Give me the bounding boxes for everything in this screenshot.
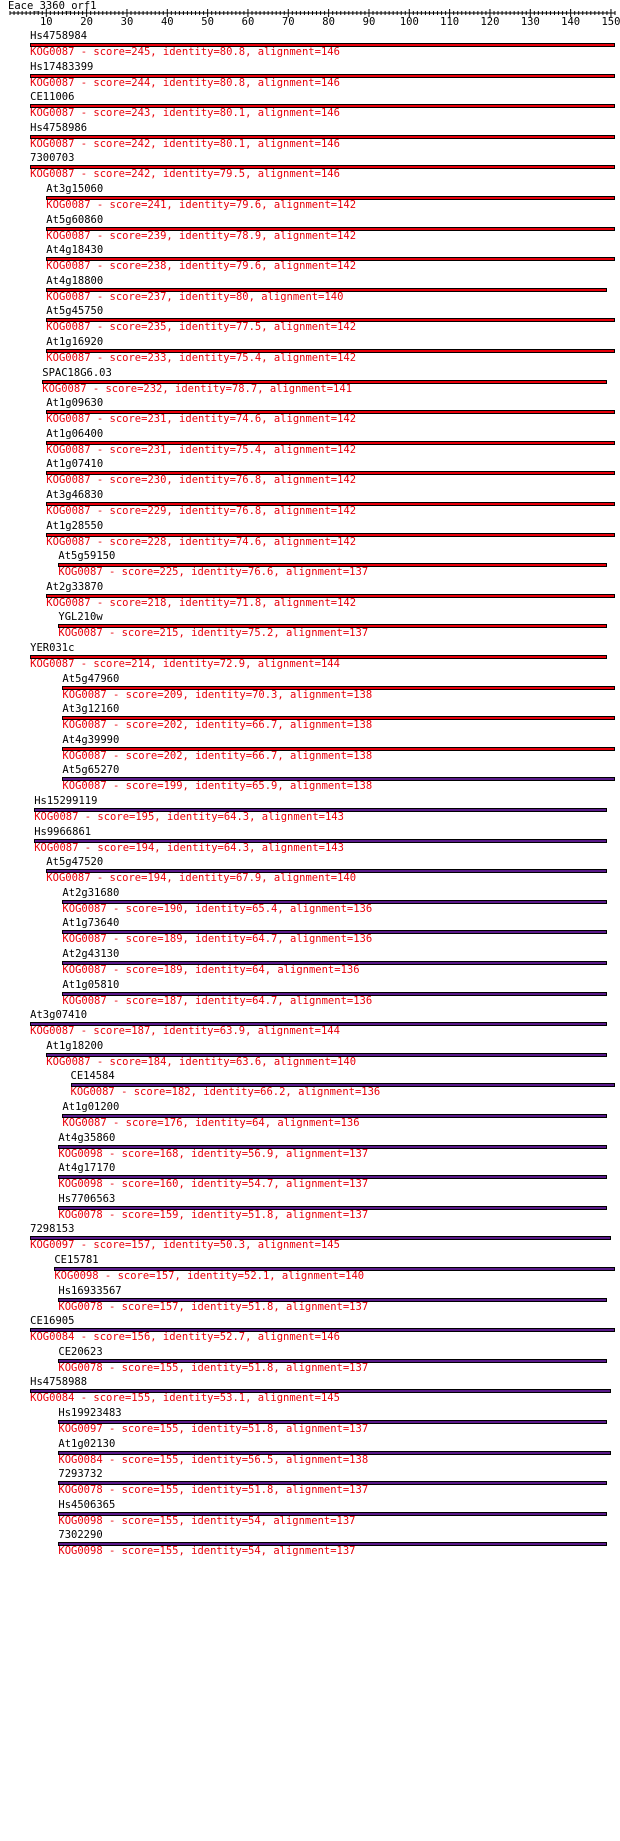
hit-description[interactable]: KOG0087 - score=242, identity=79.5, alignment=146: [30, 168, 340, 181]
hit-name[interactable]: Hs4758984: [30, 30, 88, 42]
hit-description[interactable]: KOG0097 - score=157, identity=50.3, alignment=145: [30, 1239, 340, 1252]
hit-name[interactable]: Hs4758986: [30, 121, 88, 134]
hit-description[interactable]: KOG0084 - score=155, identity=56.5, alignment=138: [58, 1453, 369, 1466]
hit-description[interactable]: KOG0084 - score=156, identity=52.7, alignment=146: [30, 1331, 340, 1344]
hit-description[interactable]: KOG0097 - score=155, identity=51.8, alignment=137: [58, 1423, 369, 1435]
hit-description[interactable]: KOG0078 - score=155, identity=51.8, alignment=137: [58, 1361, 369, 1374]
hit-description[interactable]: KOG0098 - score=155, identity=54, alignment=137: [58, 1514, 356, 1527]
query-name: Eace_3360_orf1: [8, 0, 97, 12]
hit-name[interactable]: At5g47520: [46, 856, 104, 869]
ruler-tick-label: 90: [362, 16, 376, 28]
hit-description[interactable]: KOG0087 - score=190, identity=65.4, alignment=136: [62, 902, 373, 915]
hit-name[interactable]: At4g18800: [46, 274, 104, 287]
hit-name[interactable]: YGL210w: [58, 611, 103, 624]
hit-name[interactable]: Hs17483399: [30, 60, 94, 73]
ruler-tick-label: 10: [39, 16, 53, 28]
hit-description[interactable]: KOG0098 - score=157, identity=52.1, alignment=140: [54, 1270, 365, 1282]
hit-description[interactable]: KOG0087 - score=229, identity=76.8, alignment=142: [46, 505, 357, 517]
hit-description[interactable]: KOG0087 - score=231, identity=75.4, alignment=142: [46, 443, 357, 456]
hit-description[interactable]: KOG0087 - score=237, identity=80, alignment=140: [46, 290, 344, 303]
hit-name[interactable]: At2g33870: [46, 580, 104, 593]
hit-name[interactable]: Hs15299119: [34, 795, 98, 807]
ruler-tick-label: 140: [561, 16, 581, 28]
hit-name[interactable]: Hs19923483: [58, 1407, 122, 1419]
hit-description[interactable]: KOG0087 - score=235, identity=77.5, alignment=142: [46, 321, 357, 334]
hit-description[interactable]: KOG0087 - score=225, identity=76.6, alignment=137: [58, 566, 369, 579]
ruler-tick-label: 20: [80, 16, 93, 28]
ruler-tick-label: 40: [160, 16, 174, 28]
ruler-tick-label: 60: [241, 16, 255, 28]
hit-description[interactable]: KOG0087 - score=176, identity=64, alignment=136: [62, 1117, 360, 1129]
hit-description[interactable]: KOG0087 - score=232, identity=78.7, alignment=141: [42, 382, 353, 395]
hit-description[interactable]: KOG0087 - score=209, identity=70.3, alignment=138: [62, 688, 373, 701]
hit-description[interactable]: KOG0087 - score=228, identity=74.6, alignment=142: [46, 535, 357, 548]
hit-name[interactable]: At4g35860: [58, 1131, 116, 1144]
hit-name[interactable]: At1g07410: [46, 458, 104, 471]
hit-name[interactable]: At5g47960: [62, 672, 120, 685]
hit-description[interactable]: KOG0087 - score=218, identity=71.8, alignment=142: [46, 596, 357, 609]
hit-name[interactable]: At1g09630: [46, 397, 104, 410]
hit-description[interactable]: KOG0078 - score=155, identity=51.8, alignment=137: [58, 1484, 369, 1497]
hit-name[interactable]: At1g02130: [58, 1437, 116, 1450]
ruler-tick-label: 130: [520, 16, 540, 28]
hit-description[interactable]: KOG0087 - score=214, identity=72.9, alignment=144: [30, 658, 340, 670]
ruler-tick-label: 30: [120, 16, 134, 28]
hit-description[interactable]: KOG0087 - score=182, identity=66.2, alignment=136: [70, 1086, 381, 1099]
hit-description[interactable]: KOG0087 - score=202, identity=66.7, alignment=138: [62, 719, 373, 732]
hit-description[interactable]: KOG0087 - score=194, identity=67.9, alignment=140: [46, 872, 357, 885]
hit-name[interactable]: At3g15060: [46, 183, 104, 195]
hit-name[interactable]: CE11006: [30, 91, 75, 104]
hit-name[interactable]: CE20623: [58, 1345, 103, 1358]
hit-name[interactable]: At2g31680: [62, 886, 120, 899]
hit-description[interactable]: KOG0087 - score=231, identity=74.6, alignment=142: [46, 413, 357, 426]
hit-name[interactable]: At3g46830: [46, 489, 104, 501]
hit-name[interactable]: Hs4506365: [58, 1498, 116, 1511]
hit-name[interactable]: At2g43130: [62, 948, 120, 960]
hit-description[interactable]: KOG0087 - score=187, identity=64.7, alignment=136: [62, 994, 373, 1007]
hit-name[interactable]: CE16905: [30, 1315, 75, 1328]
hit-name[interactable]: At1g16920: [46, 336, 104, 348]
hit-description[interactable]: KOG0087 - score=241, identity=79.6, alignment=142: [46, 199, 357, 211]
hit-description[interactable]: KOG0087 - score=215, identity=75.2, alignment=137: [58, 627, 369, 640]
hit-name[interactable]: At1g06400: [46, 427, 104, 440]
ruler-tick-label: 120: [480, 16, 500, 28]
hit-name[interactable]: At5g59150: [58, 550, 116, 563]
hit-name[interactable]: CE14584: [70, 1070, 115, 1083]
hit-description[interactable]: KOG0087 - score=199, identity=65.9, alignment=138: [62, 780, 373, 793]
hit-name[interactable]: At4g18430: [46, 244, 104, 257]
hit-name[interactable]: At3g12160: [62, 703, 120, 716]
hit-description[interactable]: KOG0087 - score=245, identity=80.8, alignment=146: [30, 46, 340, 58]
hit-name[interactable]: At1g73640: [62, 917, 120, 930]
hit-description[interactable]: KOG0087 - score=238, identity=79.6, alignment=142: [46, 260, 357, 273]
hit-description[interactable]: KOG0098 - score=155, identity=54, alignment=137: [58, 1545, 356, 1558]
hit-name[interactable]: Hs9966861: [34, 825, 92, 838]
hit-description[interactable]: KOG0087 - score=244, identity=80.8, alignment=146: [30, 76, 340, 89]
hit-description[interactable]: KOG0078 - score=157, identity=51.8, alignment=137: [58, 1300, 369, 1313]
hit-name[interactable]: At4g17170: [58, 1162, 116, 1175]
hit-name[interactable]: 7302290: [58, 1529, 103, 1542]
hit-name[interactable]: Hs16933567: [58, 1284, 122, 1297]
hit-name[interactable]: Hs4758988: [30, 1376, 88, 1389]
hit-description[interactable]: KOG0087 - score=242, identity=80.1, alignment=146: [30, 137, 340, 150]
hit-description[interactable]: KOG0084 - score=155, identity=53.1, alignment=145: [30, 1392, 340, 1405]
hit-description[interactable]: KOG0087 - score=243, identity=80.1, alignment=146: [30, 107, 340, 120]
hit-name[interactable]: 7298153: [30, 1223, 75, 1236]
hit-description[interactable]: KOG0098 - score=160, identity=54.7, alignment=137: [58, 1178, 369, 1191]
hit-name[interactable]: SPAC18G6.03: [42, 366, 112, 379]
hit-name[interactable]: Hs7706563: [58, 1192, 116, 1205]
hit-description[interactable]: KOG0087 - score=202, identity=66.7, alignment=138: [62, 749, 373, 762]
hit-name[interactable]: YER031c: [30, 642, 75, 654]
hit-name[interactable]: At1g18200: [46, 1039, 104, 1052]
hit-description[interactable]: KOG0098 - score=168, identity=56.9, alignment=137: [58, 1147, 369, 1160]
hit-description[interactable]: KOG0087 - score=187, identity=63.9, alignment=144: [30, 1025, 340, 1038]
hit-name[interactable]: 7300703: [30, 152, 75, 165]
hit-description[interactable]: KOG0087 - score=194, identity=64.3, alignment=143: [34, 841, 344, 854]
hit-name[interactable]: At3g07410: [30, 1009, 88, 1022]
hit-description[interactable]: KOG0087 - score=184, identity=63.6, alignment=140: [46, 1055, 357, 1068]
hit-name[interactable]: At1g05810: [62, 978, 120, 991]
hit-description[interactable]: KOG0087 - score=230, identity=76.8, alignment=142: [46, 474, 357, 487]
hit-name[interactable]: CE15781: [54, 1254, 99, 1266]
hit-name[interactable]: At5g45750: [46, 305, 104, 318]
hit-name[interactable]: At1g01200: [62, 1101, 120, 1113]
hit-description[interactable]: KOG0087 - score=189, identity=64, alignment=136: [62, 964, 360, 976]
hit-description[interactable]: KOG0078 - score=159, identity=51.8, alignment=137: [58, 1208, 369, 1221]
ruler-tick-label: 70: [281, 16, 295, 28]
hit-name[interactable]: 7293732: [58, 1468, 103, 1481]
hit-description[interactable]: KOG0087 - score=189, identity=64.7, alignment=136: [62, 933, 373, 946]
hit-description[interactable]: KOG0087 - score=233, identity=75.4, alignment=142: [46, 352, 357, 364]
ruler-tick-label: 80: [322, 16, 335, 28]
hit-description[interactable]: KOG0087 - score=195, identity=64.3, alignment=143: [34, 811, 344, 823]
hit-description[interactable]: KOG0087 - score=239, identity=78.9, alignment=142: [46, 229, 357, 242]
hit-name[interactable]: At1g28550: [46, 519, 104, 532]
hit-name[interactable]: At5g65270: [62, 764, 120, 777]
ruler-tick-label: 100: [399, 16, 419, 28]
hit-name[interactable]: At4g39990: [62, 733, 120, 746]
hit-name[interactable]: At5g60860: [46, 213, 104, 226]
ruler-tick-label: 110: [440, 16, 460, 28]
ruler-tick-label: 50: [201, 16, 214, 28]
ruler-tick-label: 150: [601, 16, 620, 28]
